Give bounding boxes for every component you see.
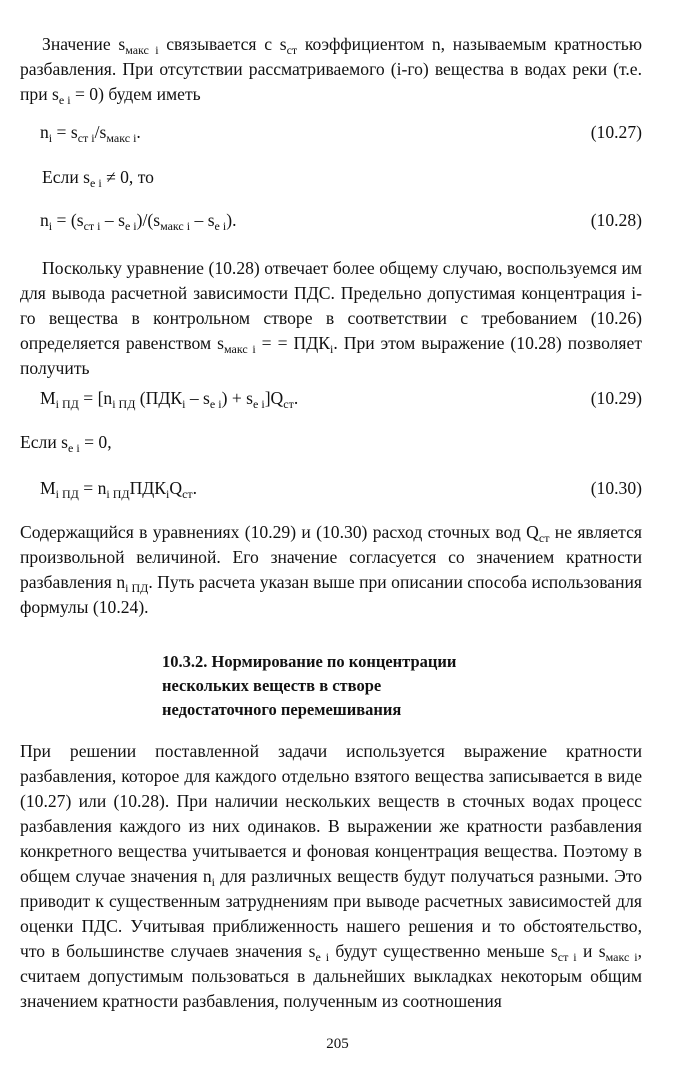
equation-number: (10.27)	[590, 122, 642, 142]
equation-number: (10.28)	[590, 210, 642, 230]
equation-10-29: $M_{i ПД} = [n_{i ПД}$ $(ПДК_i - s_{е i}) + s_{е i}]Q_{ст}$. (10.29)	[40, 388, 642, 411]
section-heading	[162, 650, 582, 722]
paragraph-4: При решении поставленной задачи используется выражение кратности разбавления, которое для каждого отдельно взятого вещества записывается в виде (10.27) или (10.28). При наличии нескольких веществ в сточных водах процесс разбавления каждого из них одинаков. В выражении же кратности разбавления конкретного вещества учитывается и фоновая концентрация вещества. Поэтому в общем случае значения $n_i$ для различных веществ будут получаться разными. Это приводит к существенным затруднениям при выводе расчетных зависимостей для оценки ПДС. Учитывая приближенность нашего решения и то обстоятельство, что в большинстве случаев значения $s_{е i}$ будут существенно меньше $s_{ст i}$ и $s_{макс i}$, считаем допустимым пользоваться в дальнейших выкладках некоторым общим значением кратности разбавления, полученным из соотношения	[20, 741, 642, 1011]
condition-line-2: Если $s_{е i} = 0$,	[20, 432, 112, 455]
paragraph-2: Поскольку уравнение (10.28) отвечает более общему случаю, воспользуемся им для вывода расчетной зависимости ПДС. Предельно допустимая концентрация i-го вещества в контрольном створе в соответствии с требованием (10.26) определяется равенством $s_{макс i}$ = = $ПДК_i$. При этом выражение (10.28) позволяет получить	[20, 258, 643, 378]
paragraph-1: Значение $s_{макс i}$ связывается с $s_{ст}$ коэффициентом n, называемым кратностью разбавления. При отсутствии рассматриваемого (i-го) вещества в водах реки (т.е. при $s_{е i} = 0$) будем иметь	[20, 34, 642, 107]
heading-line-3: недостаточного перемешивания	[162, 700, 402, 719]
heading-line-2: нескольких веществ в створе	[162, 676, 382, 695]
equation-number: (10.29)	[590, 388, 642, 408]
condition-line-1: Если $s_{е i} \ne 0$, то	[42, 167, 154, 190]
equation-number: (10.30)	[590, 478, 642, 498]
page-number: 205	[326, 1036, 349, 1052]
equation-10-28: $n_i = (s_{ст i} - s_{е i})/(s_{макс i} - s_{е i})$. (10.28)	[40, 210, 642, 233]
equation-10-30: $M_{i ПД} = n_{i ПД}ПДК_iQ_{ст}$. (10.30)	[40, 478, 642, 501]
paragraph-3: Содержащийся в уравнениях (10.29) и (10.30) расход сточных вод $Q_{ст}$ не является произвольной величиной. Его значение согласуется со значением кратности разбавления $n_{i ПД}$. Путь расчета указан выше при описании способа использования формулы (10.24).	[20, 522, 642, 617]
heading-line-1: 10.3.2. Нормирование по концентрации	[162, 652, 457, 671]
equation-10-27: $n_i = s_{ст i}/s_{макс i}$. (10.27)	[40, 122, 642, 145]
